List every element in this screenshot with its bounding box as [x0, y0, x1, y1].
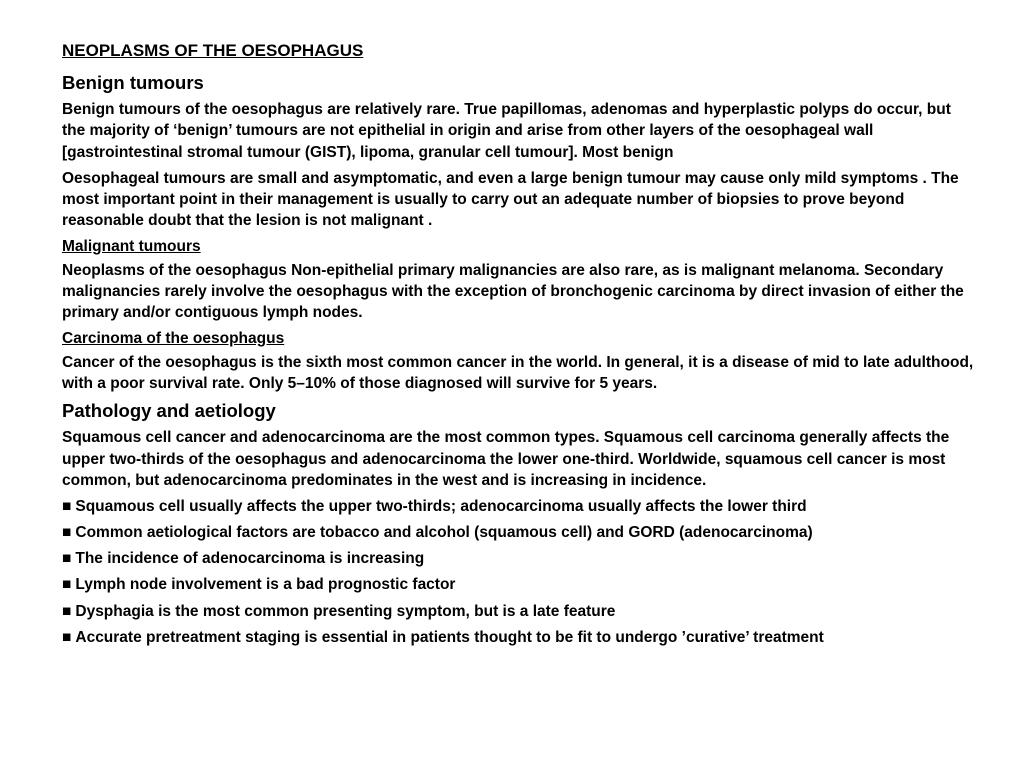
list-item: [62, 548, 974, 569]
carcinoma-heading: Carcinoma of the oesophagus: [62, 329, 285, 347]
bullet-text: Common aetiological factors are tobacco and alcohol (squamous cell) and GORD (adenocarcinoma): [75, 524, 813, 542]
square-bullet-icon: ■: [62, 628, 72, 646]
square-bullet-icon: ■: [62, 602, 72, 620]
bullet-text: Lymph node involvement is a bad prognostic factor: [75, 576, 456, 594]
page-title: NEOPLASMS OF THE OESOPHAGUS: [62, 41, 364, 60]
bullet-list: [62, 496, 974, 648]
bullet-text: The incidence of adenocarcinoma is increasing: [75, 550, 425, 568]
bullet-text: Accurate pretreatment staging is essential in patients thought to be fit to undergo ’curative’ treatment: [75, 628, 824, 646]
list-item: [62, 522, 974, 543]
list-item: [62, 496, 974, 517]
list-item: [62, 627, 974, 648]
malignant-paragraph: Neoplasms of the oesophagus Non-epithelial primary malignancies are also rare, as is malignant melanoma. Secondary malignancies rarely involve the oesophagus with the exception of bronchogenic carcinoma by direct invasion of either the primary and/or contiguous lymph nodes.: [62, 261, 964, 322]
bullet-text: Squamous cell usually affects the upper two-thirds; adenocarcinoma usually affects the lower third: [75, 498, 807, 516]
pathology-paragraph: Squamous cell cancer and adenocarcinoma are the most common types. Squamous cell carcinoma generally affects the upper two-thirds of the oesophagus and adenocarcinoma the lower one-third. Worldwide, squamous cell cancer is most common, but adenocarcinoma predominates in the west and is increasing in incidence.: [62, 429, 950, 489]
bullet-text: Dysphagia is the most common presenting symptom, but is a late feature: [75, 602, 616, 620]
benign-paragraph-1: Benign tumours of the oesophagus are relatively rare. True papillomas, adenomas and hyperplastic polyps do occur, but the majority of ‘benign’ tumours are not epithelial in origin and arise from other layers of the oesophageal wall [gastrointestinal stromal tumour (GIST), lipoma, granular cell tumour]. Most benign: [62, 101, 951, 161]
carcinoma-paragraph: Cancer of the oesophagus is the sixth most common cancer in the world. In general, it is a disease of mid to late adulthood, with a poor survival rate. Only 5–10% of those diagnosed will survive for 5 years.: [62, 353, 974, 392]
slide-content: [62, 40, 974, 653]
malignant-heading: Malignant tumours: [62, 237, 201, 255]
square-bullet-icon: ■: [62, 524, 72, 542]
benign-paragraph-2: Oesophageal tumours are small and asymptomatic, and even a large benign tumour may cause only mild symptoms . The most important point in their management is usually to carry out an adequate number of biopsies to prove beyond reasonable doubt that the lesion is not malignant .: [62, 169, 959, 230]
square-bullet-icon: ■: [62, 498, 72, 516]
list-item: [62, 601, 974, 622]
benign-heading: Benign tumours: [62, 72, 204, 93]
square-bullet-icon: ■: [62, 550, 72, 568]
list-item: [62, 574, 974, 595]
pathology-heading: Pathology and aetiology: [62, 400, 276, 422]
square-bullet-icon: ■: [62, 576, 72, 594]
